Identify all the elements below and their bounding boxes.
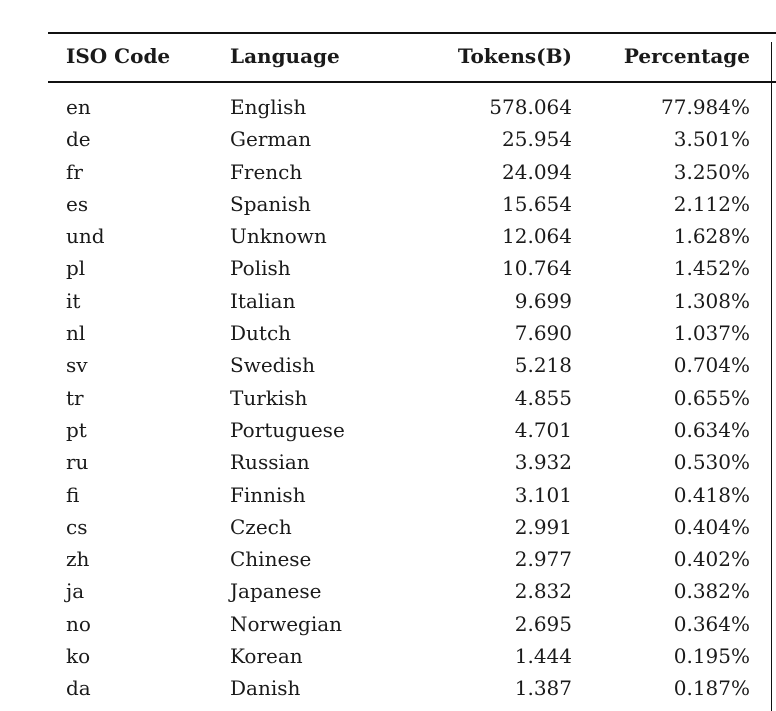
cell-language: Norwegian [230,611,343,636]
cell-iso-code: cs [66,514,88,539]
cell-iso-code: nl [66,321,86,346]
cell-iso-code: fr [66,159,83,184]
table-row [48,576,776,608]
table-row [48,286,776,318]
cell-iso-code: fi [66,482,80,507]
cell-language: Chinese [230,547,312,572]
table-body [48,92,776,706]
table-row [48,189,776,221]
cell-tokens: 15.654 [502,191,572,216]
cell-iso-code: ja [66,579,85,604]
cell-tokens: 4.701 [514,417,572,442]
cell-tokens: 2.991 [514,514,572,539]
cell-percentage: 3.501% [673,127,750,152]
cell-percentage: 1.452% [673,256,750,281]
cell-iso-code: pl [66,256,86,281]
table-row [48,415,776,447]
cell-language: Russian [230,450,310,475]
table-row [48,641,776,673]
cell-language: Unknown [230,224,327,249]
cell-percentage: 0.634% [673,417,750,442]
cell-language: Finnish [230,482,306,507]
table-row [48,221,776,253]
cell-tokens: 4.855 [514,385,572,410]
cell-percentage: 0.418% [673,482,750,507]
cell-language: Korean [230,644,303,669]
cell-iso-code: it [66,288,81,313]
cell-tokens: 2.695 [514,611,572,636]
cell-tokens: 1.444 [514,644,572,669]
table-row [48,447,776,479]
language-token-table [48,32,776,711]
cell-percentage: 0.382% [673,579,750,604]
table-row [48,480,776,512]
cell-percentage: 0.402% [673,547,750,572]
cell-percentage: 0.404% [673,514,750,539]
cell-percentage: 0.195% [673,644,750,669]
cell-iso-code: und [66,224,105,249]
cell-language: Czech [230,514,292,539]
cell-tokens: 3.101 [514,482,572,507]
table-row [48,350,776,382]
table-row [48,318,776,350]
cell-tokens: 2.832 [514,579,572,604]
cell-iso-code: da [66,676,91,701]
cell-iso-code: pt [66,417,87,442]
cell-iso-code: de [66,127,91,152]
cell-percentage: 77.984% [661,95,750,119]
cell-language: Polish [230,256,291,281]
cell-iso-code: ru [66,450,89,475]
cell-iso-code: es [66,191,89,216]
cell-iso-code: ko [66,644,91,669]
cell-percentage: 0.187% [673,676,750,701]
cell-tokens: 5.218 [514,353,572,378]
cell-percentage: 1.037% [673,321,750,346]
cell-language: Dutch [230,321,292,346]
table-header-row [48,44,776,74]
cell-tokens: 578.064 [489,95,572,119]
table-header-rule [48,81,776,83]
cell-tokens: 25.954 [502,127,572,152]
cell-tokens: 2.977 [514,547,572,572]
table-row [48,92,776,124]
cell-percentage: 3.250% [673,159,750,184]
table-row [48,609,776,641]
cell-percentage: 1.628% [673,224,750,249]
cell-percentage: 0.530% [673,450,750,475]
table-row [48,124,776,156]
cell-percentage: 1.308% [673,288,750,313]
cell-iso-code: en [66,95,91,119]
cell-language: Swedish [230,353,315,378]
header-percentage: Percentage [623,44,750,68]
cell-iso-code: zh [66,547,90,572]
table-row [48,253,776,285]
cell-tokens: 3.932 [514,450,572,475]
cell-tokens: 12.064 [502,224,572,249]
cell-iso-code: sv [66,353,88,378]
cell-tokens: 24.094 [502,159,572,184]
cell-iso-code: no [66,611,91,636]
table-row [48,544,776,576]
table-row [48,673,776,705]
header-tokens: Tokens(B) [457,44,572,68]
cell-tokens: 7.690 [514,321,572,346]
cell-tokens: 1.387 [514,676,572,701]
cell-percentage: 0.655% [673,385,750,410]
cell-iso-code: tr [66,385,84,410]
cell-language: Turkish [230,385,308,410]
cell-language: Japanese [230,579,322,604]
cell-language: English [230,95,307,119]
cell-percentage: 0.704% [673,353,750,378]
header-iso-code: ISO Code [66,44,171,68]
table-top-rule [48,32,776,34]
cell-language: Spanish [230,191,311,216]
cell-language: German [230,127,312,152]
table-row [48,157,776,189]
cell-language: Italian [230,288,296,313]
cell-language: Danish [230,676,301,701]
cell-percentage: 2.112% [673,191,750,216]
cell-percentage: 0.364% [673,611,750,636]
table-row [48,512,776,544]
cell-tokens: 10.764 [502,256,572,281]
cell-language: Portuguese [230,417,345,442]
header-language: Language [230,44,340,68]
cell-language: French [230,159,303,184]
cell-tokens: 9.699 [514,288,572,313]
table-row [48,383,776,415]
